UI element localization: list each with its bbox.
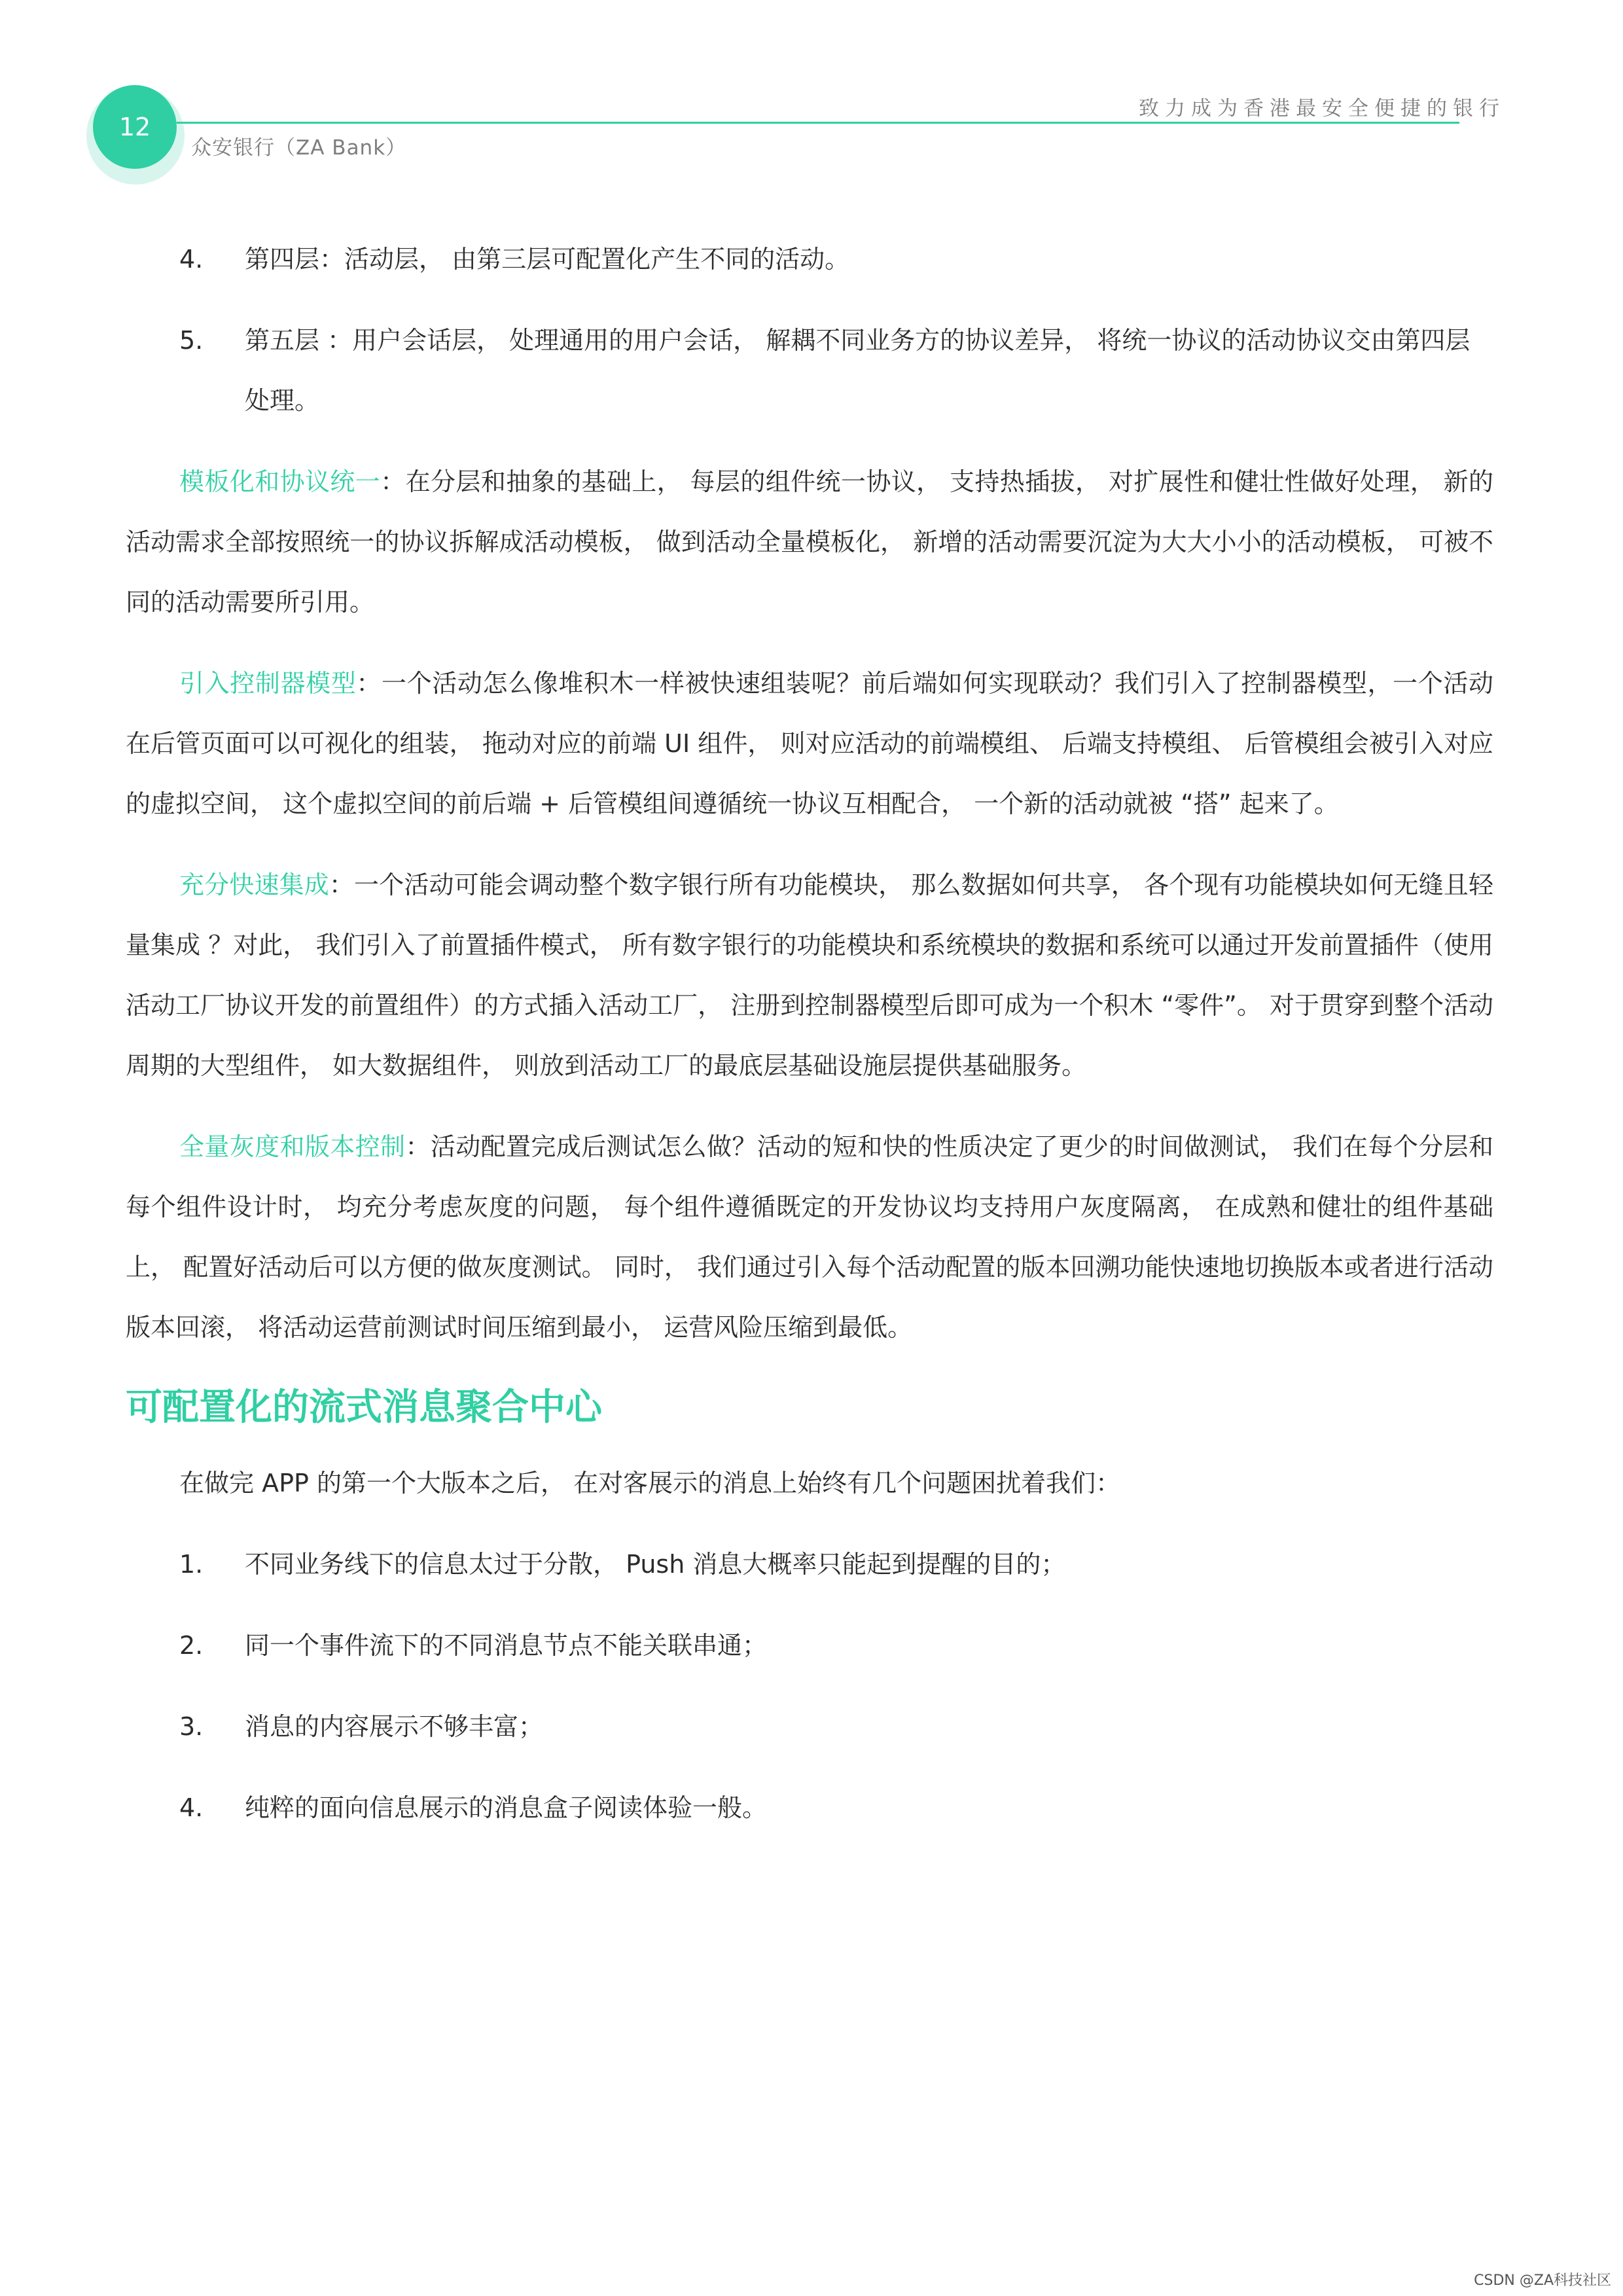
page-content [126,229,1493,1838]
footer-watermark: CSDN @ZA科技社区 [1474,2272,1611,2289]
paragraph-text: ：一个活动可能会调动整个数字银行所有功能模块， 那么数据如何共享， 各个现有功能模块如何无缝且轻量集成 ？对此， 我们引入了前置插件模式， 所有数字银行的功能模块和系统模块的数据和系统可以通过开发前置插件（使用活动工厂协议开发的前置组件）的方式插入活动工厂， 注册到控制器模型后即可成为一个积木 “零件”。 对于贯穿到整个活动周期的大型组件， 如大数据组件， 则放到活动工厂的最底层基础设施层提供基础服务。 [126,870,1493,1080]
header-brand: 众安银行（ZA Bank） [191,136,407,160]
list-item [126,1696,1493,1757]
page-number-badge [93,85,177,169]
list-item [126,1778,1493,1838]
list-number: 5. [179,326,204,355]
list-number: 1. [179,1550,204,1579]
list-number: 3. [179,1712,204,1741]
list-item [126,1615,1493,1676]
list-text: 第五层 ：用户会话层， 处理通用的用户会话， 解耦不同业务方的协议差异， 将统一协议的活动协议交由第四层处理。 [245,326,1471,415]
paragraph-keyword: 模板化和协议统一 [179,467,381,496]
section-title: 可配置化的流式消息聚合中心 [126,1386,602,1429]
paragraph-integration [126,855,1493,1096]
paragraph-keyword: 引入控制器模型 [179,669,357,698]
list-number: 4. [179,245,204,274]
paragraph-keyword: 全量灰度和版本控制 [179,1132,406,1161]
header-slogan: 致力成为香港最安全便捷的银行 [1139,97,1505,120]
paragraph-grayscale [126,1117,1493,1357]
paragraph-keyword: 充分快速集成 [179,870,329,899]
list-number: 4. [179,1793,204,1822]
paragraph-controller [126,653,1493,834]
list-item [126,310,1493,431]
paragraph-text: ：在分层和抽象的基础上， 每层的组件统一协议， 支持热插拔， 对扩展性和健壮性做好处理， 新的活动需求全部按照统一的协议拆解成活动模板， 做到活动全量模板化， 新增的活动需要沉淀为大大小小的活动模板， 可被不同的活动需要所引用。 [126,467,1493,617]
paragraph-text: ：一个活动怎么像堆积木一样被快速组装呢？前后端如何实现联动？我们引入了控制器模型，一个活动在后管页面可以可视化的组装， 拖动对应的前端 UI 组件， 则对应活动的前端模组、 后端支持模组、 后管模组会被引入对应的虚拟空间， 这个虚拟空间的前后端 + 后管模组间遵循统一协议互相配合， 一个新的活动就被 “搭” 起来了。 [126,669,1493,818]
page-number: 12 [118,113,151,141]
list-text: 纯粹的面向信息展示的消息盒子阅读体验一般。 [245,1793,768,1822]
list-number: 2. [179,1631,204,1660]
list-item [126,1534,1493,1594]
list-text: 第四层：活动层， 由第三层可配置化产生不同的活动。 [245,245,850,274]
list-text: 消息的内容展示不够丰富； [245,1712,544,1741]
list-text: 不同业务线下的信息太过于分散， Push 消息大概率只能起到提醒的目的； [245,1550,1066,1579]
list-item [126,229,1493,289]
section-intro: 在做完 APP 的第一个大版本之后， 在对客展示的消息上始终有几个问题困扰着我们： [179,1469,1121,1498]
paragraph-template [126,452,1493,632]
list-text: 同一个事件流下的不同消息节点不能关联串通； [245,1631,768,1660]
paragraph-text: ：活动配置完成后测试怎么做？活动的短和快的性质决定了更少的时间做测试， 我们在每个分层和每个组件设计时， 均充分考虑灰度的问题， 每个组件遵循既定的开发协议均支持用户灰度隔离， 在成熟和健壮的组件基础上， 配置好活动后可以方便的做灰度测试。 同时， 我们通过引入每个活动配置的版本回溯功能快速地切换版本或者进行活动版本回滚， 将活动运营前测试时间压缩到最小， 运营风险压缩到最低。 [126,1132,1493,1342]
header-rule [177,122,1459,124]
